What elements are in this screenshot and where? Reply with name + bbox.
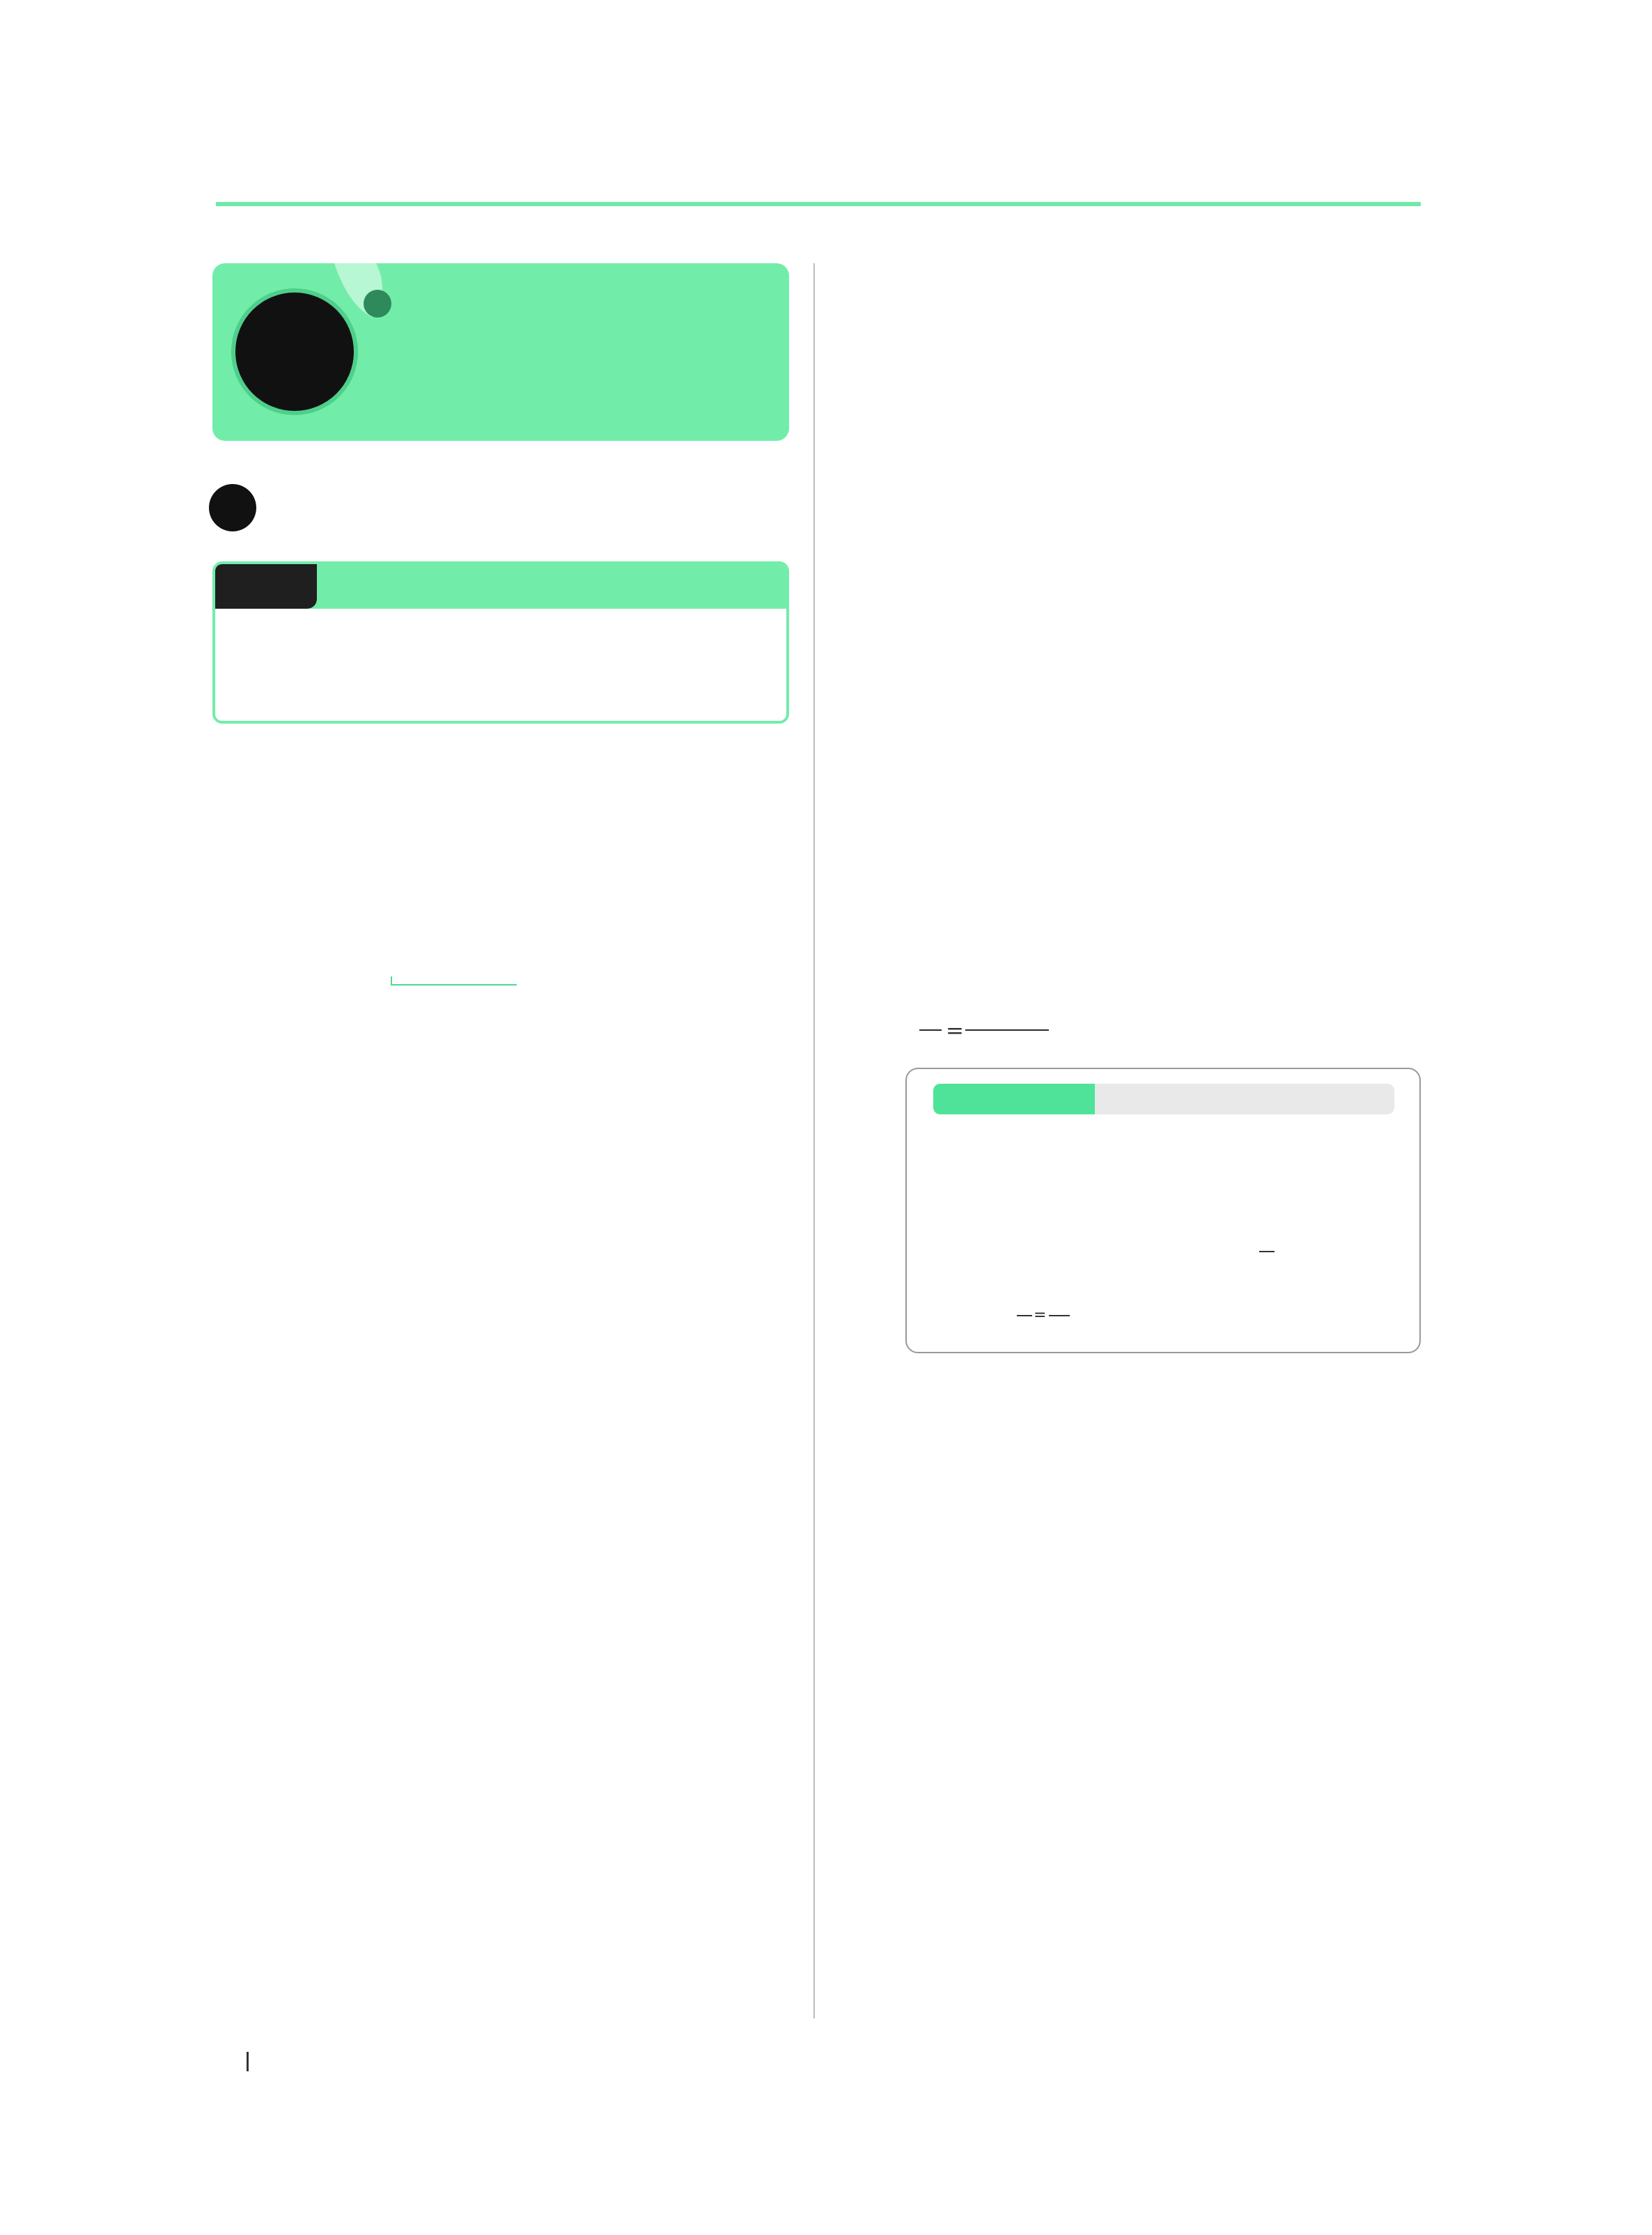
answer xyxy=(741,1291,748,1316)
answer xyxy=(1372,1585,1379,1610)
fraction-bar xyxy=(1049,1315,1070,1316)
header-rule xyxy=(216,202,1421,206)
rect-c-table-diagram xyxy=(919,263,1428,368)
rect-b-table-diagram xyxy=(293,1876,696,2030)
footer-divider xyxy=(247,2052,249,2071)
fraction-bar xyxy=(919,1029,942,1031)
step-tag xyxy=(215,564,317,609)
chapter-numeral xyxy=(235,293,354,411)
triangle-table-diagram xyxy=(926,586,1414,719)
pentagon-table-diagram xyxy=(299,1516,731,1662)
fraction-bar xyxy=(1259,1251,1275,1252)
note-bracket xyxy=(387,975,520,996)
fraction-bar xyxy=(965,1029,1049,1031)
equals-sign: = xyxy=(1034,1307,1047,1324)
step-answer-box xyxy=(212,561,789,724)
answer xyxy=(1383,1018,1390,1043)
fraction-bar xyxy=(1017,1315,1032,1316)
section-number xyxy=(209,484,256,531)
answer xyxy=(733,1028,740,1053)
blacklabel-tag xyxy=(933,1084,1095,1114)
column-divider xyxy=(813,263,815,2018)
final-equation xyxy=(887,1006,1166,1061)
equals-sign: = xyxy=(946,1018,964,1043)
chapter-decoration xyxy=(334,263,411,319)
blacklabel-kind xyxy=(1095,1084,1394,1114)
answer xyxy=(1372,1993,1379,2018)
